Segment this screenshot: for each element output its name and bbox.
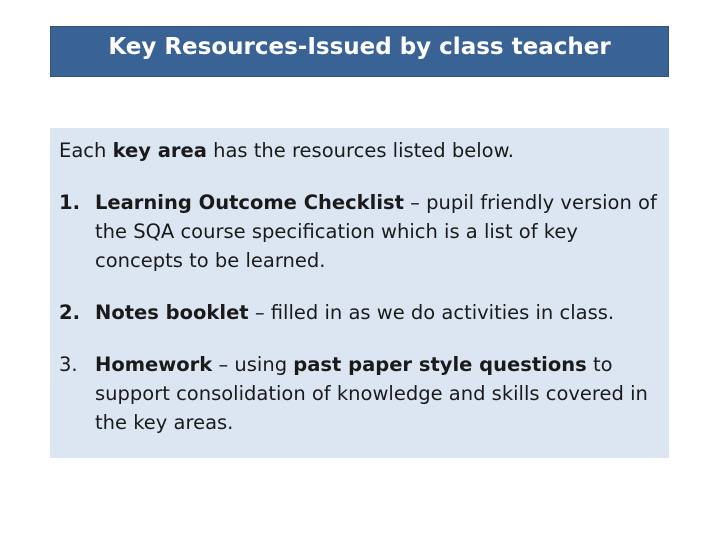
content-box (50, 128, 669, 458)
list-number-1: 1. (59, 191, 80, 214)
list-item-checklist (59, 188, 663, 275)
intro-line (59, 136, 663, 165)
list-item-notes-booklet (59, 298, 663, 327)
item-3-rest: to support consolidation of knowledge and skills covered in the key areas. (95, 353, 648, 434)
content-text (59, 136, 663, 437)
item-3-head: Homework (95, 353, 213, 376)
intro-post: has the resources listed below. (206, 139, 514, 162)
slide-title: Key Resources-Issued by class teacher (108, 34, 611, 60)
list-number-3: 3. (59, 353, 78, 376)
item-1-rest: – pupil friendly version of the SQA course specification which is a list of key concepts to be learned. (95, 191, 657, 272)
item-3-mid: – using (212, 353, 294, 376)
item-2-head: Notes booklet (95, 301, 249, 324)
item-2-rest: – filled in as we do activities in class. (248, 301, 615, 324)
list-item-homework (59, 350, 663, 437)
intro-pre: Each (59, 139, 113, 162)
item-1-head: Learning Outcome Checklist (95, 191, 404, 214)
list-number-2: 2. (59, 301, 80, 324)
item-3-mid-bold: past paper style questions (293, 353, 587, 376)
intro-key-area: key area (112, 139, 207, 162)
title-bar (50, 26, 669, 77)
